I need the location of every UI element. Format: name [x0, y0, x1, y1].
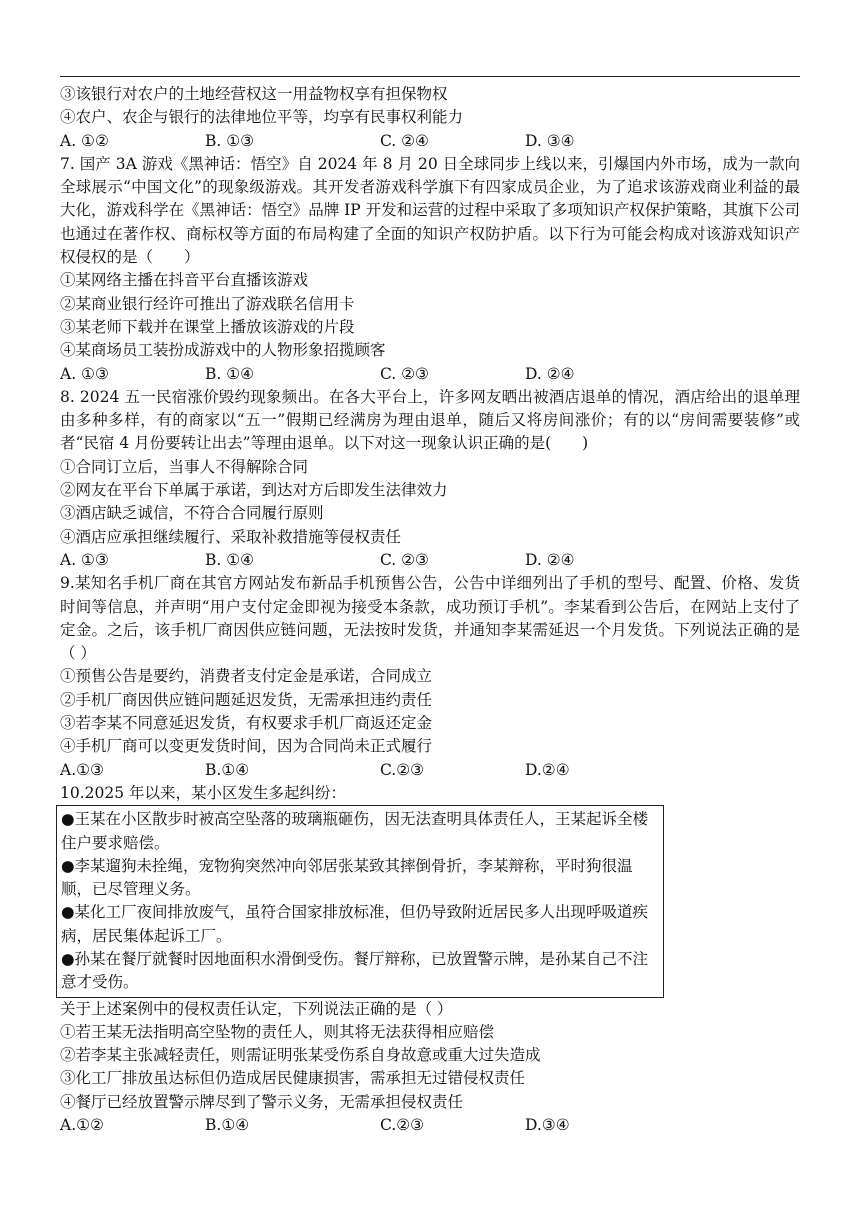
q8-options	[60, 549, 800, 572]
q10-option-a[interactable]: A.①②	[60, 1116, 104, 1135]
q8-item-1: ①合同订立后，当事人不得解除合同	[60, 457, 309, 476]
q10-case-box	[56, 805, 664, 997]
q6-option-a[interactable]: A. ①②	[60, 131, 109, 150]
q8-stem: 8. 2024 五一民宿涨价毁约现象频出。在各大平台上，许多网友晒出被酒店退单的情况，酒店给出的退单理由多种多样，有的商家以“五一”假期已经满房为理由退单，随后又将房间涨价；有的以“房间需要装修”或者“民宿 4 月份要转让出去”等理由退单。以下对这一现象认识正确的是( )	[60, 387, 800, 453]
q6-options	[60, 130, 800, 153]
q9-stem: 9.某知名手机厂商在其官方网站发布新品手机预售公告，公告中详细列出了手机的型号、配置、价格、发货时间等信息，并声明“用户支付定金即视为接受本条款，成功预订手机”。李某看到公告后，在网站上支付了定金。之后，该手机厂商因供应链问题，无法按时发货，并通知李某需延迟一个月发货。下列说法正确的是（ ）	[60, 574, 800, 663]
q10-case-1: ●王某在小区散步时被高空坠落的玻璃瓶砸伤，因无法查明具体责任人，王某起诉全楼住户要求赔偿。	[61, 810, 649, 852]
q8-option-a[interactable]: A. ①③	[60, 550, 109, 569]
q7-stem: 7. 国产 3A 游戏《黑神话：悟空》自 2024 年 8 月 20 日全球同步上线以来，引爆国内外市场，成为一款向全球展示“中国文化”的现象级游戏。其开发者游戏科学旗下有四家成员企业，为了追求该游戏商业利益的最大化，游戏科学在《黑神话：悟空》品牌 IP 开发和运营的过程中采取了多项知识产权保护策略，其旗下公司也通过在著作权、商标权等方面的布局构建了全面的知识产权防护盾。以下行为可能会构成对该游戏知识产权侵权的是（ ）	[60, 154, 800, 267]
q6-item-3: ③该银行对农户的土地经营权这一用益物权享有担保物权	[60, 85, 448, 103]
q9-option-b[interactable]: B.①④	[205, 760, 250, 779]
q8-item-2: ②网友在平台下单属于承诺，到达对方后即发生法律效力	[60, 481, 448, 500]
q6-item-4: ④农户、农企与银行的法律地位平等，均享有民事权利能力	[60, 108, 464, 127]
q10-stem: 10.2025 年以来，某小区发生多起纠纷：	[60, 783, 347, 802]
q9-option-d[interactable]: D.②④	[525, 760, 570, 779]
q7-item-3: ③某老师下载并在课堂上播放该游戏的片段	[60, 317, 355, 336]
q10-question: 关于上述案例中的侵权责任认定，下列说法正确的是（ ）	[60, 999, 453, 1018]
q8-option-c[interactable]: C. ②③	[380, 550, 429, 569]
q7-option-c[interactable]: C. ②③	[380, 364, 429, 383]
header-rule	[60, 76, 800, 77]
q10-options	[60, 1114, 800, 1137]
q6-option-d[interactable]: D. ③④	[525, 131, 575, 150]
exam-content	[60, 83, 800, 1137]
q10-item-4: ④餐厅已经放置警示牌尽到了警示义务，无需承担侵权责任	[60, 1092, 464, 1111]
q10-option-d[interactable]: D.③④	[525, 1116, 570, 1135]
q10-case-4: ●孙某在餐厅就餐时因地面积水滑倒受伤。餐厅辩称，已放置警示牌，是孙某自己不注意才受伤。	[61, 949, 649, 992]
q9-item-3: ③若李某不同意延迟发货，有权要求手机厂商返还定金	[60, 714, 433, 733]
q9-option-a[interactable]: A.①③	[60, 760, 104, 779]
q10-option-c[interactable]: C.②③	[380, 1116, 425, 1135]
q9-item-2: ②手机厂商因供应链问题延迟发货，无需承担违约责任	[60, 690, 433, 709]
q6-option-c[interactable]: C. ②④	[380, 131, 429, 150]
q10-item-3: ③化工厂排放虽达标但仍造成居民健康损害，需承担无过错侵权责任	[60, 1069, 526, 1088]
q9-item-1: ①预售公告是要约，消费者支付定金是承诺，合同成立	[60, 667, 433, 686]
q8-item-4: ④酒店应承担继续履行、采取补救措施等侵权责任	[60, 527, 402, 546]
q7-option-b[interactable]: B. ①④	[205, 364, 255, 383]
q7-item-4: ④某商场员工装扮成游戏中的人物形象招揽顾客	[60, 341, 386, 360]
q9-options	[60, 759, 800, 782]
q10-option-b[interactable]: B.①④	[205, 1116, 250, 1135]
q8-option-d[interactable]: D. ②④	[525, 550, 575, 569]
q8-item-3: ③酒店缺乏诚信，不符合合同履行原则	[60, 504, 324, 523]
q10-case-3: ●某化工厂夜间排放废气，虽符合国家排放标准，但仍导致附近居民多人出现呼吸道疾病，居民集体起诉工厂。	[61, 903, 649, 945]
q7-item-1: ①某网络主播在抖音平台直播该游戏	[60, 271, 309, 290]
q7-options	[60, 363, 800, 386]
q9-option-c[interactable]: C.②③	[380, 760, 425, 779]
q8-option-b[interactable]: B. ①④	[205, 550, 255, 569]
q10-case-2: ●李某遛狗未拴绳，宠物狗突然冲向邻居张某致其摔倒骨折，李某辩称，平时狗很温顺，已尽管理义务。	[61, 856, 633, 899]
q10-item-2: ②若李某主张减轻责任，则需证明张某受伤系自身故意或重大过失造成	[60, 1046, 541, 1065]
q6-option-b[interactable]: B. ①③	[205, 131, 255, 150]
q7-option-d[interactable]: D. ②④	[525, 364, 575, 383]
q9-item-4: ④手机厂商可以变更发货时间，因为合同尚未正式履行	[60, 737, 433, 756]
q7-option-a[interactable]: A. ①③	[60, 364, 109, 383]
q10-item-1: ①若王某无法指明高空坠物的责任人，则其将无法获得相应赔偿	[60, 1022, 495, 1041]
q7-item-2: ②某商业银行经许可推出了游戏联名信用卡	[60, 294, 355, 313]
